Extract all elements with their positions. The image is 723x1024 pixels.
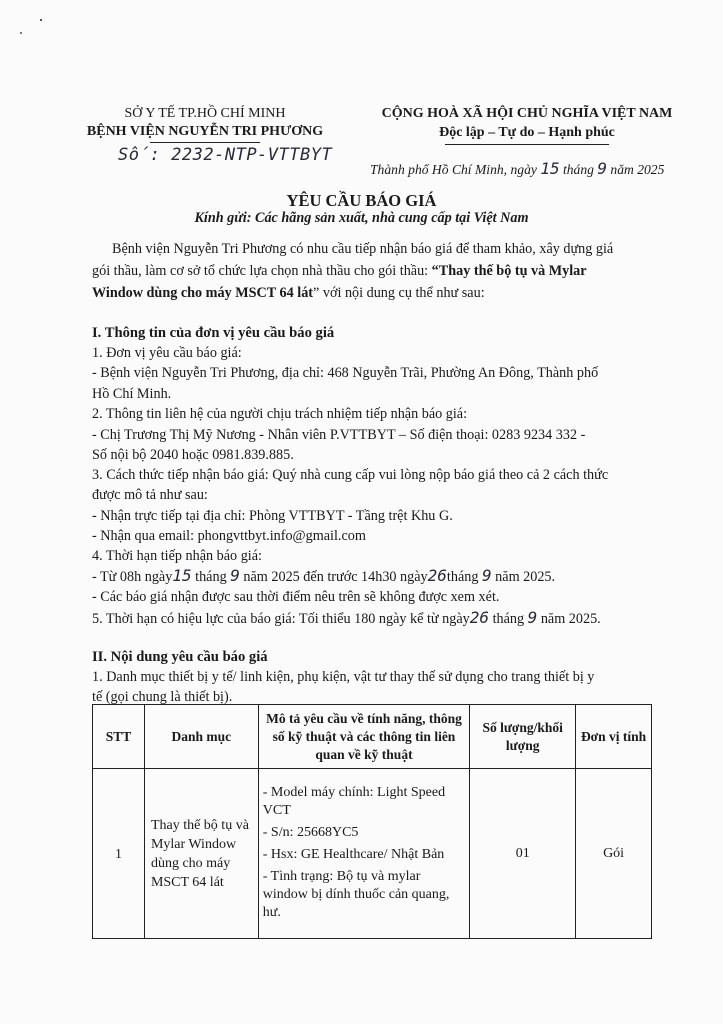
s1-line-8: được mô tả như sau: <box>92 487 208 503</box>
handwritten-validity-month: 9 <box>527 608 538 627</box>
header-description: Mô tả yêu cầu về tính năng, thông số kỹ thuật và các thông tin liên quan về kỹ thuật <box>258 705 470 769</box>
intro-line-2-text: gói thầu, làm cơ sở tổ chức lựa chọn nhà thầu cho gói thầu: <box>92 263 432 279</box>
s1-line-6: Số nội bộ 2040 hoặc 0981.839.885. <box>92 447 294 463</box>
s1-line-12-b: tháng <box>195 569 227 585</box>
scan-speck <box>40 19 42 21</box>
s1-line-12-c: năm 2025 đến trước 14h30 ngày <box>243 569 428 585</box>
date-day: 15 <box>540 159 560 178</box>
s2-line-1: 1. Danh mục thiết bị y tế/ linh kiện, phụ kiện, vật tư thay thế sử dụng cho trang thiết bị y <box>92 669 595 685</box>
header-quantity: Số lượng/khối lượng <box>470 705 576 769</box>
spec-condition: - Tình trạng: Bộ tụ và mylar window bị dính thuốc cản quang, hư. <box>262 868 450 920</box>
s1-line-9: - Nhận trực tiếp tại địa chỉ: Phòng VTTBYT - Tầng trệt Khu G. <box>92 508 453 524</box>
s1-line-7: 3. Cách thức tiếp nhận báo giá: Quý nhà cung cấp vui lòng nộp báo giá theo cả 2 cách thức <box>92 467 609 483</box>
republic-title: CỘNG HOÀ XÃ HỘI CHỦ NGHĨA VIỆT NAM <box>381 106 673 121</box>
section-1-heading: I. Thông tin của đơn vị yêu cầu báo giá <box>92 325 335 341</box>
s1-line-5: - Chị Trương Thị Mỹ Nương - Nhân viên P.VTTBYT – Số điện thoại: 0283 9234 332 - <box>92 427 586 443</box>
cell-specs <box>258 769 470 939</box>
handwritten-month-end: 9 <box>481 566 492 585</box>
s1-line-2: - Bệnh viện Nguyễn Tri Phương, địa chỉ: 468 Nguyễn Trãi, Phường An Đông, Thành phố <box>92 365 599 381</box>
date-month: 9 <box>597 159 607 178</box>
s1-line-14-c: năm 2025. <box>540 611 601 627</box>
cell-unit: Gói <box>576 769 652 939</box>
cell-item: Thay thế bộ tụ và Mylar Window dùng cho máy MSCT 64 lát <box>144 769 258 939</box>
s1-line-14 <box>92 609 601 628</box>
s1-line-3: Hồ Chí Minh. <box>92 386 172 402</box>
table-row <box>93 769 652 939</box>
handwritten-day-start: 15 <box>172 566 192 585</box>
org-parent: SỞ Y TẾ TP.HỒ CHÍ MINH <box>124 106 286 121</box>
org-name-underline <box>150 142 260 143</box>
place-date <box>370 159 664 178</box>
handwritten-day-end: 26 <box>427 566 447 585</box>
s1-line-11: 4. Thời hạn tiếp nhận báo giá: <box>92 548 262 564</box>
intro-line-2 <box>92 262 587 280</box>
package-name-end: Window dùng cho máy MSCT 64 lát <box>92 285 314 301</box>
s1-line-12-a: - Từ 08h ngày <box>92 569 173 585</box>
spec-manufacturer: - Hsx: GE Healthcare/ Nhật Bản <box>262 846 445 862</box>
date-month-label: tháng <box>562 162 594 177</box>
header-unit: Đơn vị tính <box>576 705 652 769</box>
s2-line-2: tế (gọi chung là thiết bị). <box>92 689 233 705</box>
intro-line-3-text: ” với nội dung cụ thể như sau: <box>313 285 485 301</box>
cell-quantity: 01 <box>470 769 576 939</box>
motto-underline <box>445 144 609 145</box>
spec-serial: - S/n: 25668YC5 <box>262 824 359 840</box>
intro-line-3 <box>92 284 485 302</box>
s1-line-10: - Nhận qua email: phongvttbyt.info@gmail.com <box>92 528 366 544</box>
s1-line-12-e: tháng <box>446 569 479 585</box>
table-header-row <box>93 705 652 769</box>
s1-line-1: 1. Đơn vị yêu cầu báo giá: <box>92 345 242 361</box>
cell-stt: 1 <box>93 769 145 939</box>
recipient-line: Kính gửi: Các hãng sản xuất, nhà cung cấp tại Việt Nam <box>194 210 529 226</box>
handwritten-month-start: 9 <box>230 566 240 585</box>
s1-line-14-a: 5. Thời hạn có hiệu lực của báo giá: Tối thiểu 180 ngày kể từ ngày <box>92 611 470 627</box>
header-stt: STT <box>93 705 145 769</box>
date-prefix: Thành phố Hồ Chí Minh, ngày <box>370 162 537 177</box>
s1-line-4: 2. Thông tin liên hệ của người chịu trách nhiệm tiếp nhận báo giá: <box>92 406 468 422</box>
header-item: Danh mục <box>144 705 258 769</box>
handwritten-validity-day: 26 <box>469 608 490 627</box>
package-name-start: “Thay thế bộ tụ và Mylar <box>431 263 587 279</box>
section-2-heading: II. Nội dung yêu cầu báo giá <box>92 649 268 665</box>
quotation-items-table <box>92 704 652 939</box>
org-name: BỆNH VIỆN NGUYỄN TRI PHƯƠNG <box>86 124 324 139</box>
page-title: YÊU CẦU BÁO GIÁ <box>286 191 437 210</box>
national-motto: Độc lập – Tự do – Hạnh phúc <box>439 125 615 140</box>
s1-line-12-f: năm 2025. <box>495 569 556 585</box>
intro-line-1: Bệnh viện Nguyễn Tri Phương có nhu cầu tiếp nhận báo giá để tham khảo, xây dựng giá <box>112 241 614 257</box>
s1-line-12 <box>92 567 555 586</box>
spec-model: - Model máy chính: Light Speed VCT <box>262 784 446 818</box>
document-number: Số: 2232-NTP-VTTBYT <box>118 145 333 165</box>
s1-line-13: - Các báo giá nhận được sau thời điểm nêu trên sẽ không được xem xét. <box>92 589 500 605</box>
scan-speck <box>20 32 22 34</box>
s1-line-14-b: tháng <box>492 611 525 627</box>
date-year: năm 2025 <box>610 162 665 177</box>
